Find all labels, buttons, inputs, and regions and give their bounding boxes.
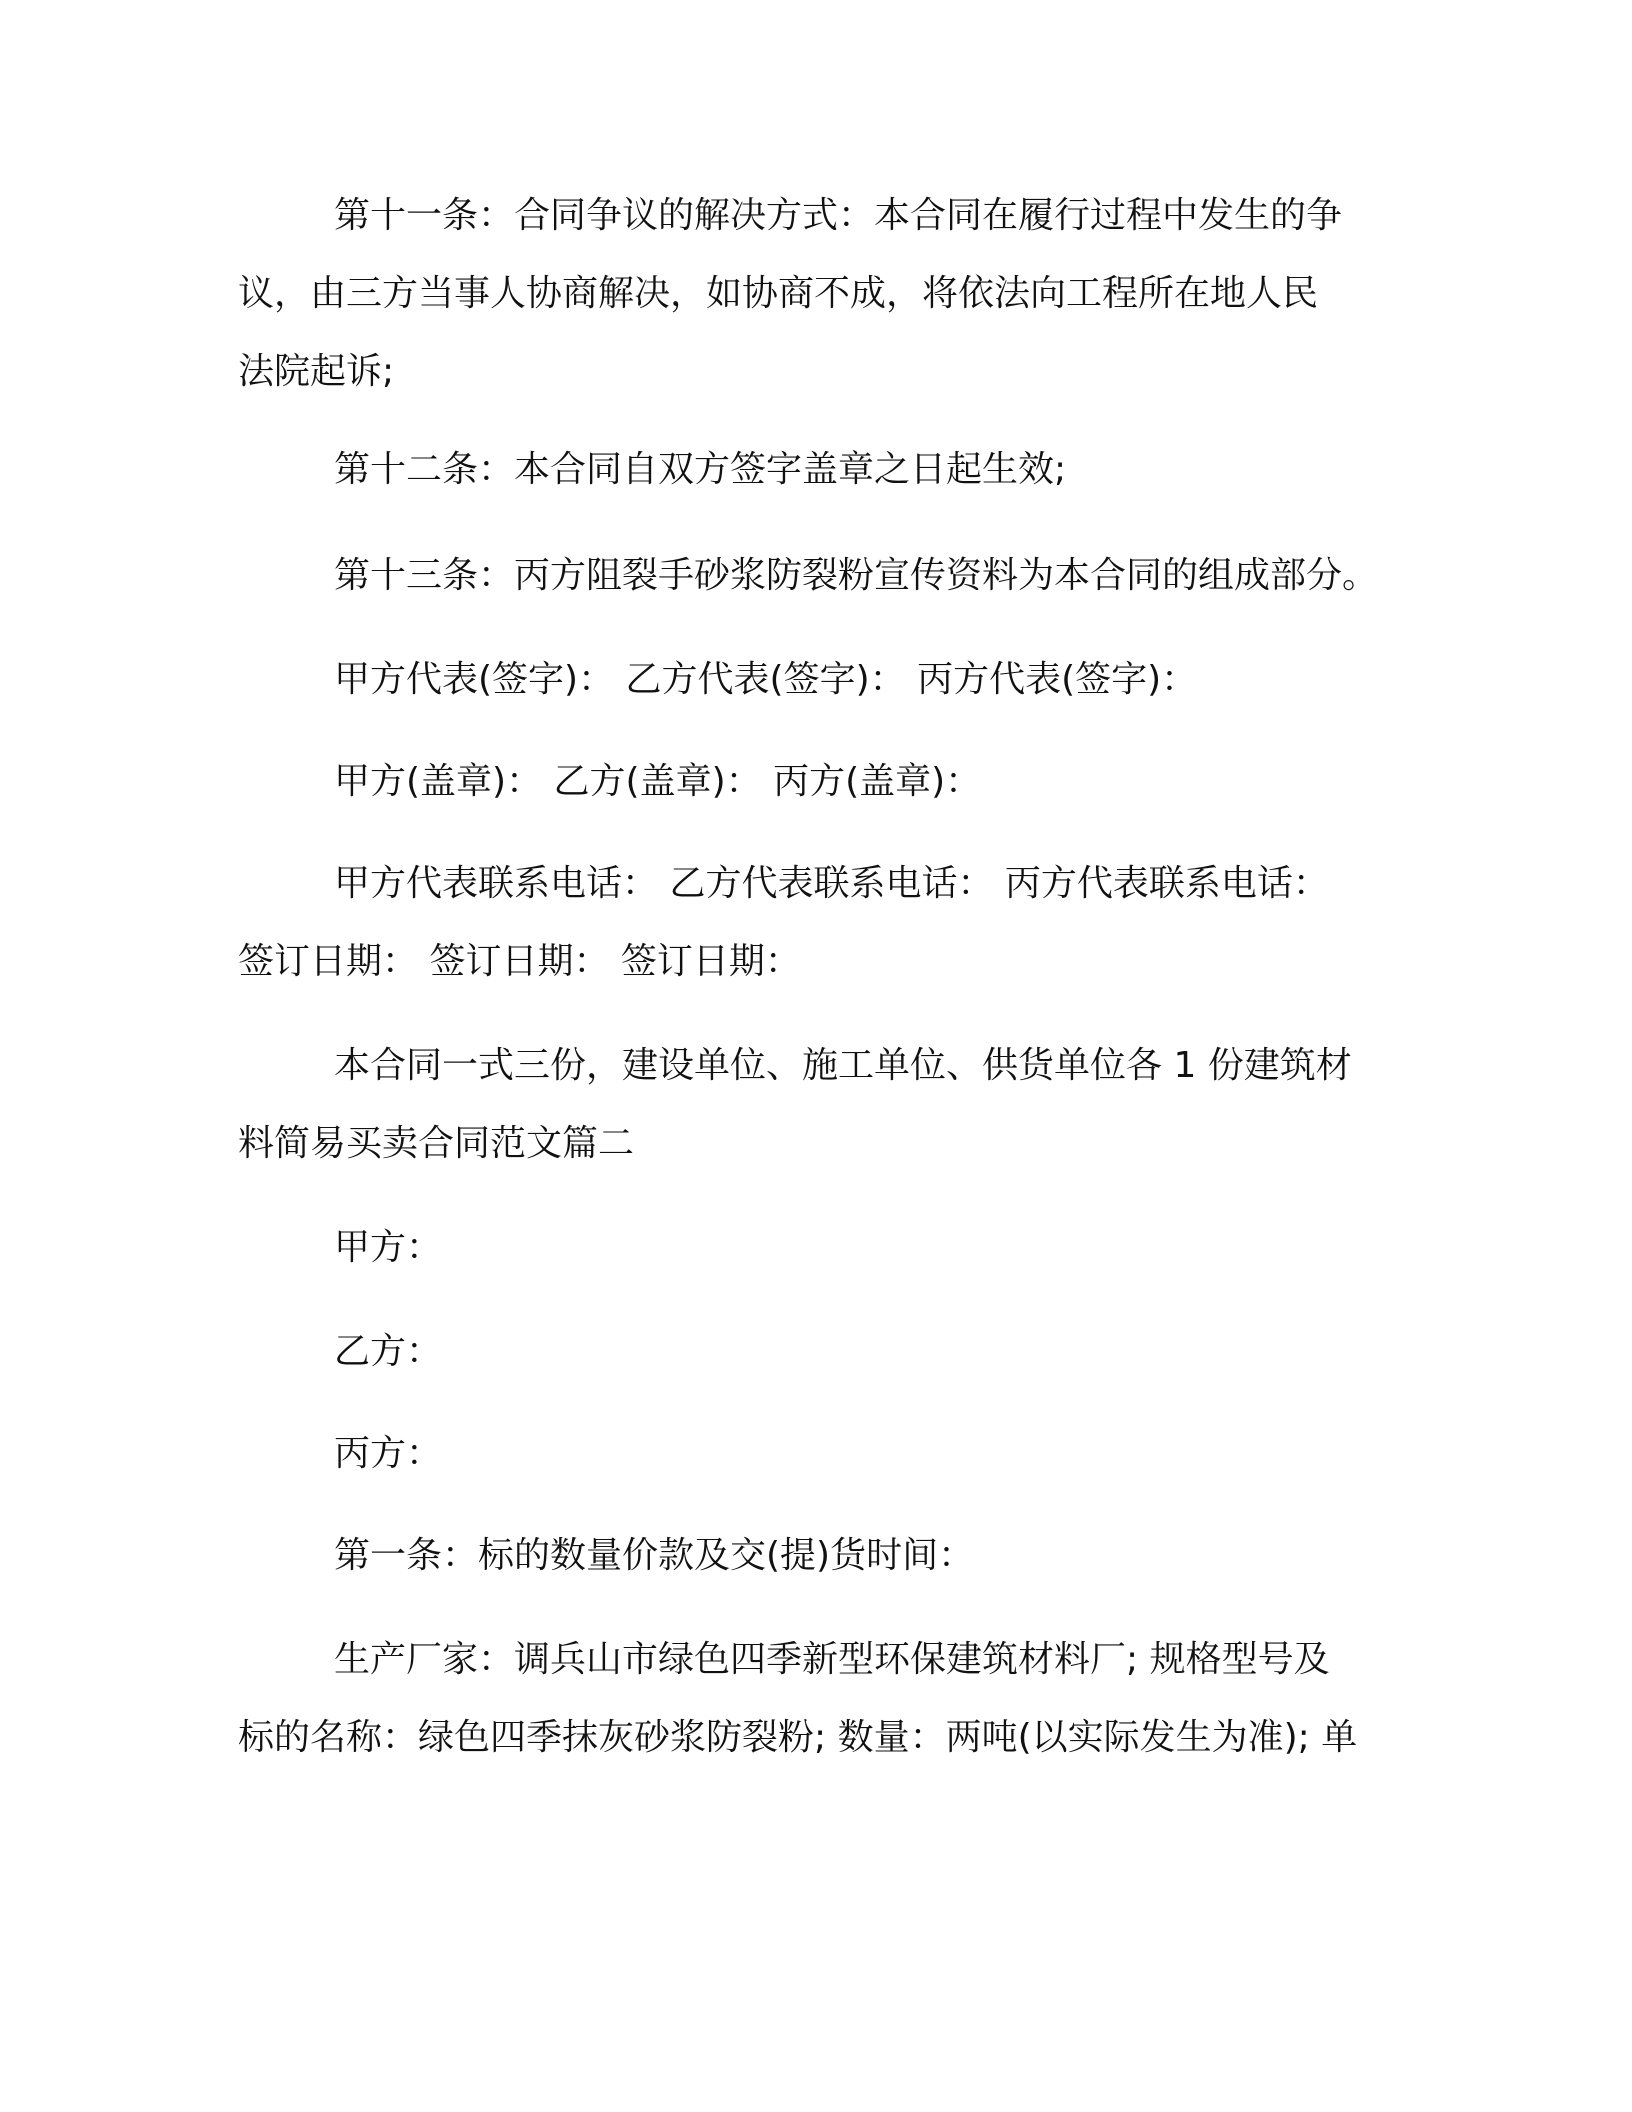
article-1: 第一条：标的数量价款及交(提)货时间： (334, 1535, 975, 1576)
party-a-label: 甲方： (334, 1227, 443, 1268)
copies-line-2: 料简易买卖合同范文篇二 (238, 1123, 635, 1164)
article-12: 第十二条：本合同自双方签字盖章之日起生效; (334, 449, 1067, 490)
article-11-line-2: 议，由三方当事人协商解决，如协商不成，将依法向工程所在地人民 (238, 273, 1319, 314)
article-11-line-3: 法院起诉; (238, 351, 395, 392)
party-c-label: 丙方： (334, 1433, 443, 1474)
party-b-label: 乙方： (334, 1331, 443, 1372)
article-11-line-1: 第十一条：合同争议的解决方式：本合同在履行过程中发生的争 (334, 195, 1343, 236)
signing-date-line: 签订日期： 签订日期： 签订日期： (238, 941, 801, 982)
signature-representatives: 甲方代表(签字)： 乙方代表(签字)： 丙方代表(签字)： (334, 659, 1198, 700)
manufacturer-line-2: 标的名称：绿色四季抹灰砂浆防裂粉; 数量：两吨(以实际发生为准); 单 (238, 1717, 1358, 1758)
copies-line-1: 本合同一式三份，建设单位、施工单位、供货单位各 1 份建筑材 (334, 1045, 1352, 1086)
manufacturer-line-1: 生产厂家：调兵山市绿色四季新型环保建筑材料厂; 规格型号及 (334, 1639, 1330, 1680)
seal-line: 甲方(盖章)： 乙方(盖章)： 丙方(盖章)： (334, 761, 982, 802)
article-13: 第十三条：丙方阻裂手砂浆防裂粉宣传资料为本合同的组成部分。 (334, 555, 1379, 596)
contact-phone-line: 甲方代表联系电话： 乙方代表联系电话： 丙方代表联系电话： (334, 863, 1329, 904)
